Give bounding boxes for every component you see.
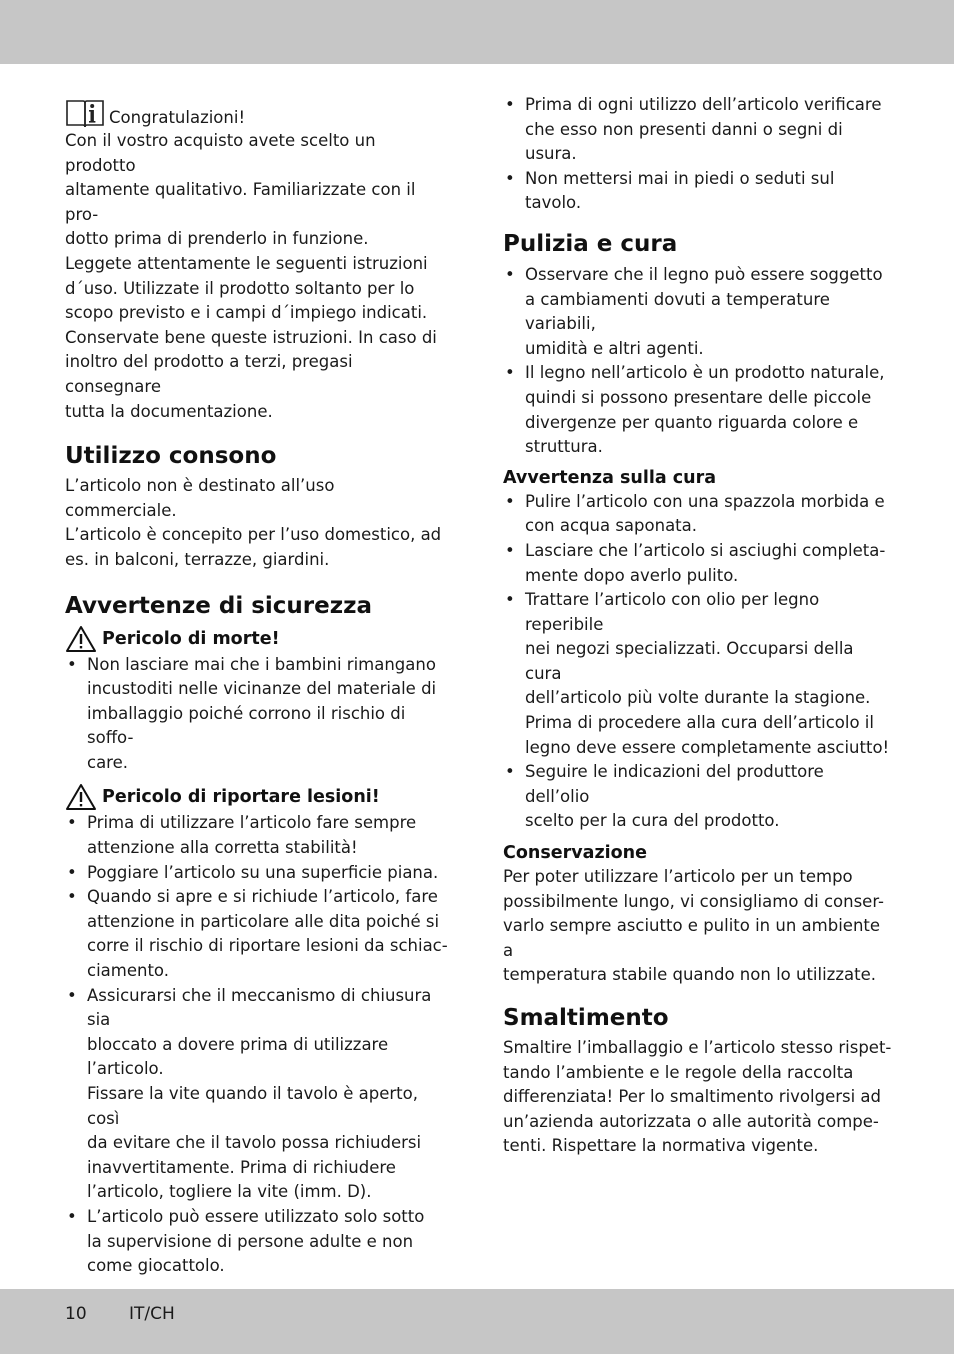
list-item: • Assicurarsi che il meccanismo di chiusura sia bloccato a dovere prima di utilizzare l’articolo. Fissare la vite quando il tavolo è aperto, così da evitare che il tavolo possa richiudersi inavvertitamente. Prima di richiudere l’articolo, togliere la vite (imm. D). [67, 985, 432, 1202]
list-item: • Lasciare che l’articolo si asciughi completa- mente dopo averlo pulito. [505, 540, 886, 585]
warning-pericolo-lesioni [65, 783, 450, 811]
utilizzo-text: L’articolo non è destinato all’uso commerciale. L’articolo è concepito per l’uso domestico, ad es. in balconi, terrazze, giardini. [65, 476, 442, 569]
heading-avvertenze-sicurezza: Avvertenze di sicurezza [65, 592, 373, 619]
intro-text: Con il vostro acquisto avete scelto un prodotto altamente qualitativo. Familiarizzate con il pro- dotto prima di prenderlo in funzione. Leggete attentamente le seguenti istruzioni d´uso. Utilizzate il prodotto soltanto per lo scopo previsto e i campi d´impiego indicati. Conservate bene queste istruzioni. In caso di inoltro del prodotto a terzi, pregasi consegnare tutta la documentazione. [65, 131, 437, 421]
list-item: • Trattare l’articolo con olio per legno reperibile nei negozi specializzati. Occuparsi della cura dell’articolo più volte durante la stagione. Prima di procedere alla cura dell’articolo il legno deve essere completamente asciutto! [505, 590, 890, 757]
conservazione-text: Per poter utilizzare l’articolo per un tempo possibilmente lungo, vi consigliamo di conser- varlo sempre asciutto e pulito in un ambiente a temperatura stabile quando non lo utilizzate. [503, 867, 885, 985]
right-column [503, 93, 893, 1159]
heading-conservazione: Conservazione [503, 843, 647, 864]
list-item: • Non mettersi mai in piedi o seduti sul tavolo. [505, 168, 835, 213]
lesioni-list [65, 811, 450, 1278]
page-number: 10 [65, 1304, 87, 1324]
smaltimento-text: Smaltire l’imballaggio e l’articolo stesso rispet- tando l’ambiente e le regole della raccolta differenziata! Per lo smaltimento rivolgersi ad un’azienda autorizzata o alle autorità compe- tenti. Rispettare la normativa vigente. [503, 1038, 892, 1156]
info-book-icon [65, 97, 105, 129]
pulizia-list [503, 263, 893, 460]
warning-lesioni-label: Pericolo di riportare lesioni! [102, 787, 380, 808]
warning-morte-label: Pericolo di morte! [102, 628, 280, 649]
list-item: • Non lasciare mai che i bambini rimangano incustoditi nelle vicinanze del materiale di imballaggio poiché corrono il rischio di soffo- care. [67, 654, 437, 772]
list-item: • Osservare che il legno può essere soggetto a cambiamenti dovuti a temperature variabili, umidità e altri agenti. [505, 264, 883, 358]
list-item: • Pulire l’articolo con una spazzola morbida e con acqua saponata. [505, 491, 885, 536]
heading-avvertenza-cura: Avvertenza sulla cura [503, 467, 717, 488]
morte-list [65, 653, 450, 776]
list-item: • Seguire le indicazioni del produttore dell’olio scelto per la cura del prodotto. [505, 762, 824, 831]
list-item: • L’articolo può essere utilizzato solo sotto la supervisione di persone adulte e non come giocattolo. [67, 1206, 425, 1276]
heading-smaltimento: Smaltimento [503, 1005, 669, 1031]
continued-safety-list [503, 93, 893, 216]
list-item: • Prima di utilizzare l’articolo fare sempre attenzione alla corretta stabilità! [67, 813, 417, 858]
left-column [65, 93, 450, 1279]
cura-list [503, 490, 893, 834]
list-item: • Poggiare l’articolo su una superficie piana. [67, 862, 439, 882]
heading-utilizzo-consono: Utilizzo consono [65, 443, 277, 470]
language-code: IT/CH [129, 1304, 175, 1324]
header-band [0, 0, 954, 64]
intro-header [65, 97, 450, 129]
warning-triangle-icon [65, 625, 97, 653]
list-item: • Il legno nell’articolo è un prodotto naturale, quindi si possono presentare delle piccole divergenze per quanto riguarda colore e struttura. [505, 363, 885, 457]
warning-pericolo-morte [65, 625, 450, 653]
warning-triangle-icon [65, 783, 97, 811]
list-item: • Prima di ogni utilizzo dell’articolo verificare che esso non presenti danni o segni di usura. [505, 95, 882, 164]
list-item: • Quando si apre e si richiude l’articolo, fare attenzione in particolare alle dita poiché si corre il rischio di riportare lesioni da schiac- ciamento. [67, 887, 448, 981]
heading-pulizia-cura: Pulizia e cura [503, 230, 678, 257]
intro-title: Congratulazioni! [109, 108, 246, 127]
